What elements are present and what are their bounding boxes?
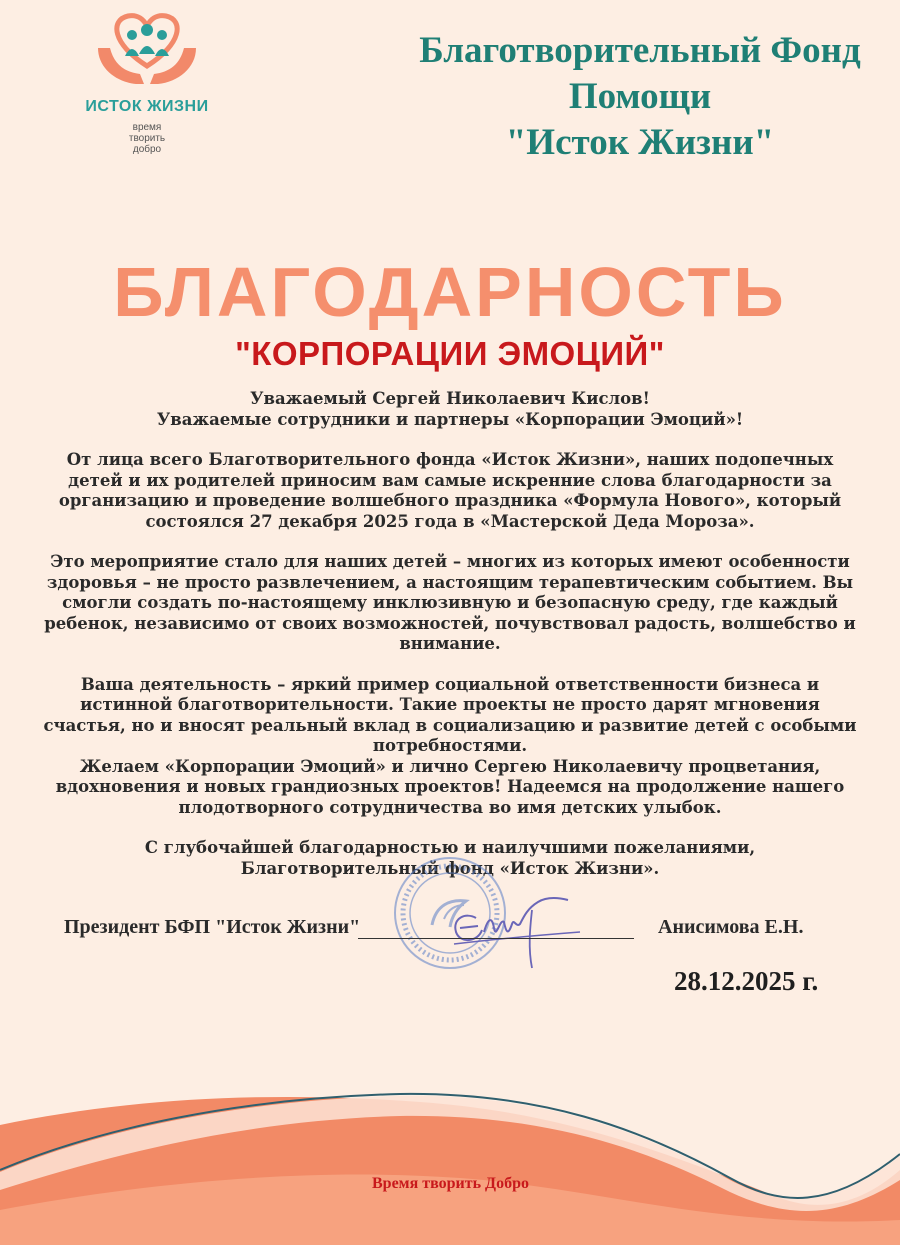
signature-row: [0, 916, 900, 956]
signature-line: [358, 938, 634, 939]
paragraph-1-line: детей и их родителей приносим вам самые искренние слова благодарности за: [68, 470, 832, 490]
paragraph-1-line: От лица всего Благотворительного фонда «Исток Жизни», наших подопечных: [66, 450, 834, 469]
paragraph-2-line: Это мероприятие стало для наших детей – многих из которых имеют особенности: [50, 552, 850, 571]
fund-title-line: "Исток Жизни": [505, 122, 775, 163]
recipient-name: "КОРПОРАЦИИ ЭМОЦИЙ": [235, 335, 665, 372]
paragraph-3-line: Ваша деятельность – яркий пример социальной ответственности бизнеса и: [80, 674, 820, 694]
logo-name: ИСТОК ЖИЗНИ: [85, 98, 209, 115]
document-heading: БЛАГОДАРНОСТЬ: [113, 253, 787, 331]
paragraph-1-line: организацию и проведение волшебного праздника «Формула Нового», который: [58, 491, 842, 510]
greeting-line: Уважаемые сотрудники и партнеры «Корпорации Эмоций»!: [156, 409, 744, 429]
paragraph-1-line: состоялся 27 декабря 2025 года в «Мастерской Деда Мороза».: [145, 511, 755, 531]
paragraph-2-line: ребенок, независимо от своих возможностей, почувствовал радость, волшебство и: [44, 613, 856, 633]
hands-heart-icon: [92, 8, 202, 96]
paragraph-3-line: истинной благотворительности. Такие проекты не просто дарят мгновения: [80, 695, 820, 714]
logo-tagline-line: творить: [128, 133, 166, 144]
letter-body: [0, 389, 900, 879]
fund-title-line: Благотворительный Фонд: [419, 30, 861, 71]
paragraph-2-line: внимание.: [399, 634, 501, 653]
logo-tagline-line: добро: [132, 144, 162, 155]
footer-slogan: Время творить Добро: [372, 1175, 529, 1192]
document-date: 28.12.2025 г.: [674, 966, 819, 996]
paragraph-3-line: вдохновения и новых грандиозных проектов! Надеемся на продолжение нашего: [55, 777, 845, 796]
signer-name: Анисимова Е.Н.: [658, 916, 804, 938]
logo-tagline-line: время: [132, 122, 162, 133]
paragraph-3-line: Желаем «Корпорации Эмоций» и лично Сергею Николаевичу процветания,: [79, 756, 821, 776]
logo-tagline: [72, 122, 222, 155]
closing-line: Благотворительный фонд «Исток Жизни».: [240, 858, 660, 878]
closing-line: С глубочайшей благодарностью и наилучшими пожеланиями,: [144, 838, 756, 857]
paragraph-3-line: потребностями.: [372, 736, 528, 755]
paragraph-3-line: счастья, но и вносят реальный вклад в социализацию и развитие детей с особыми: [43, 715, 857, 735]
paragraph-2-line: смогли создать по-настоящему инклюзивную и безопасную среду, где каждый: [62, 593, 838, 612]
greeting-line: Уважаемый Сергей Николаевич Кислов!: [250, 389, 650, 408]
signer-position: Президент БФП "Исток Жизни": [64, 916, 361, 938]
paragraph-3-line: плодотворного сотрудничества во имя детских улыбок.: [178, 797, 722, 817]
paragraph-2-line: здоровья – не просто развлечением, а настоящим терапевтическим событием. Вы: [46, 572, 854, 592]
fund-title: [380, 28, 900, 166]
fund-title-line: Помощи: [568, 76, 712, 117]
fund-logo: [72, 8, 222, 155]
decorative-waves: [0, 1060, 900, 1245]
